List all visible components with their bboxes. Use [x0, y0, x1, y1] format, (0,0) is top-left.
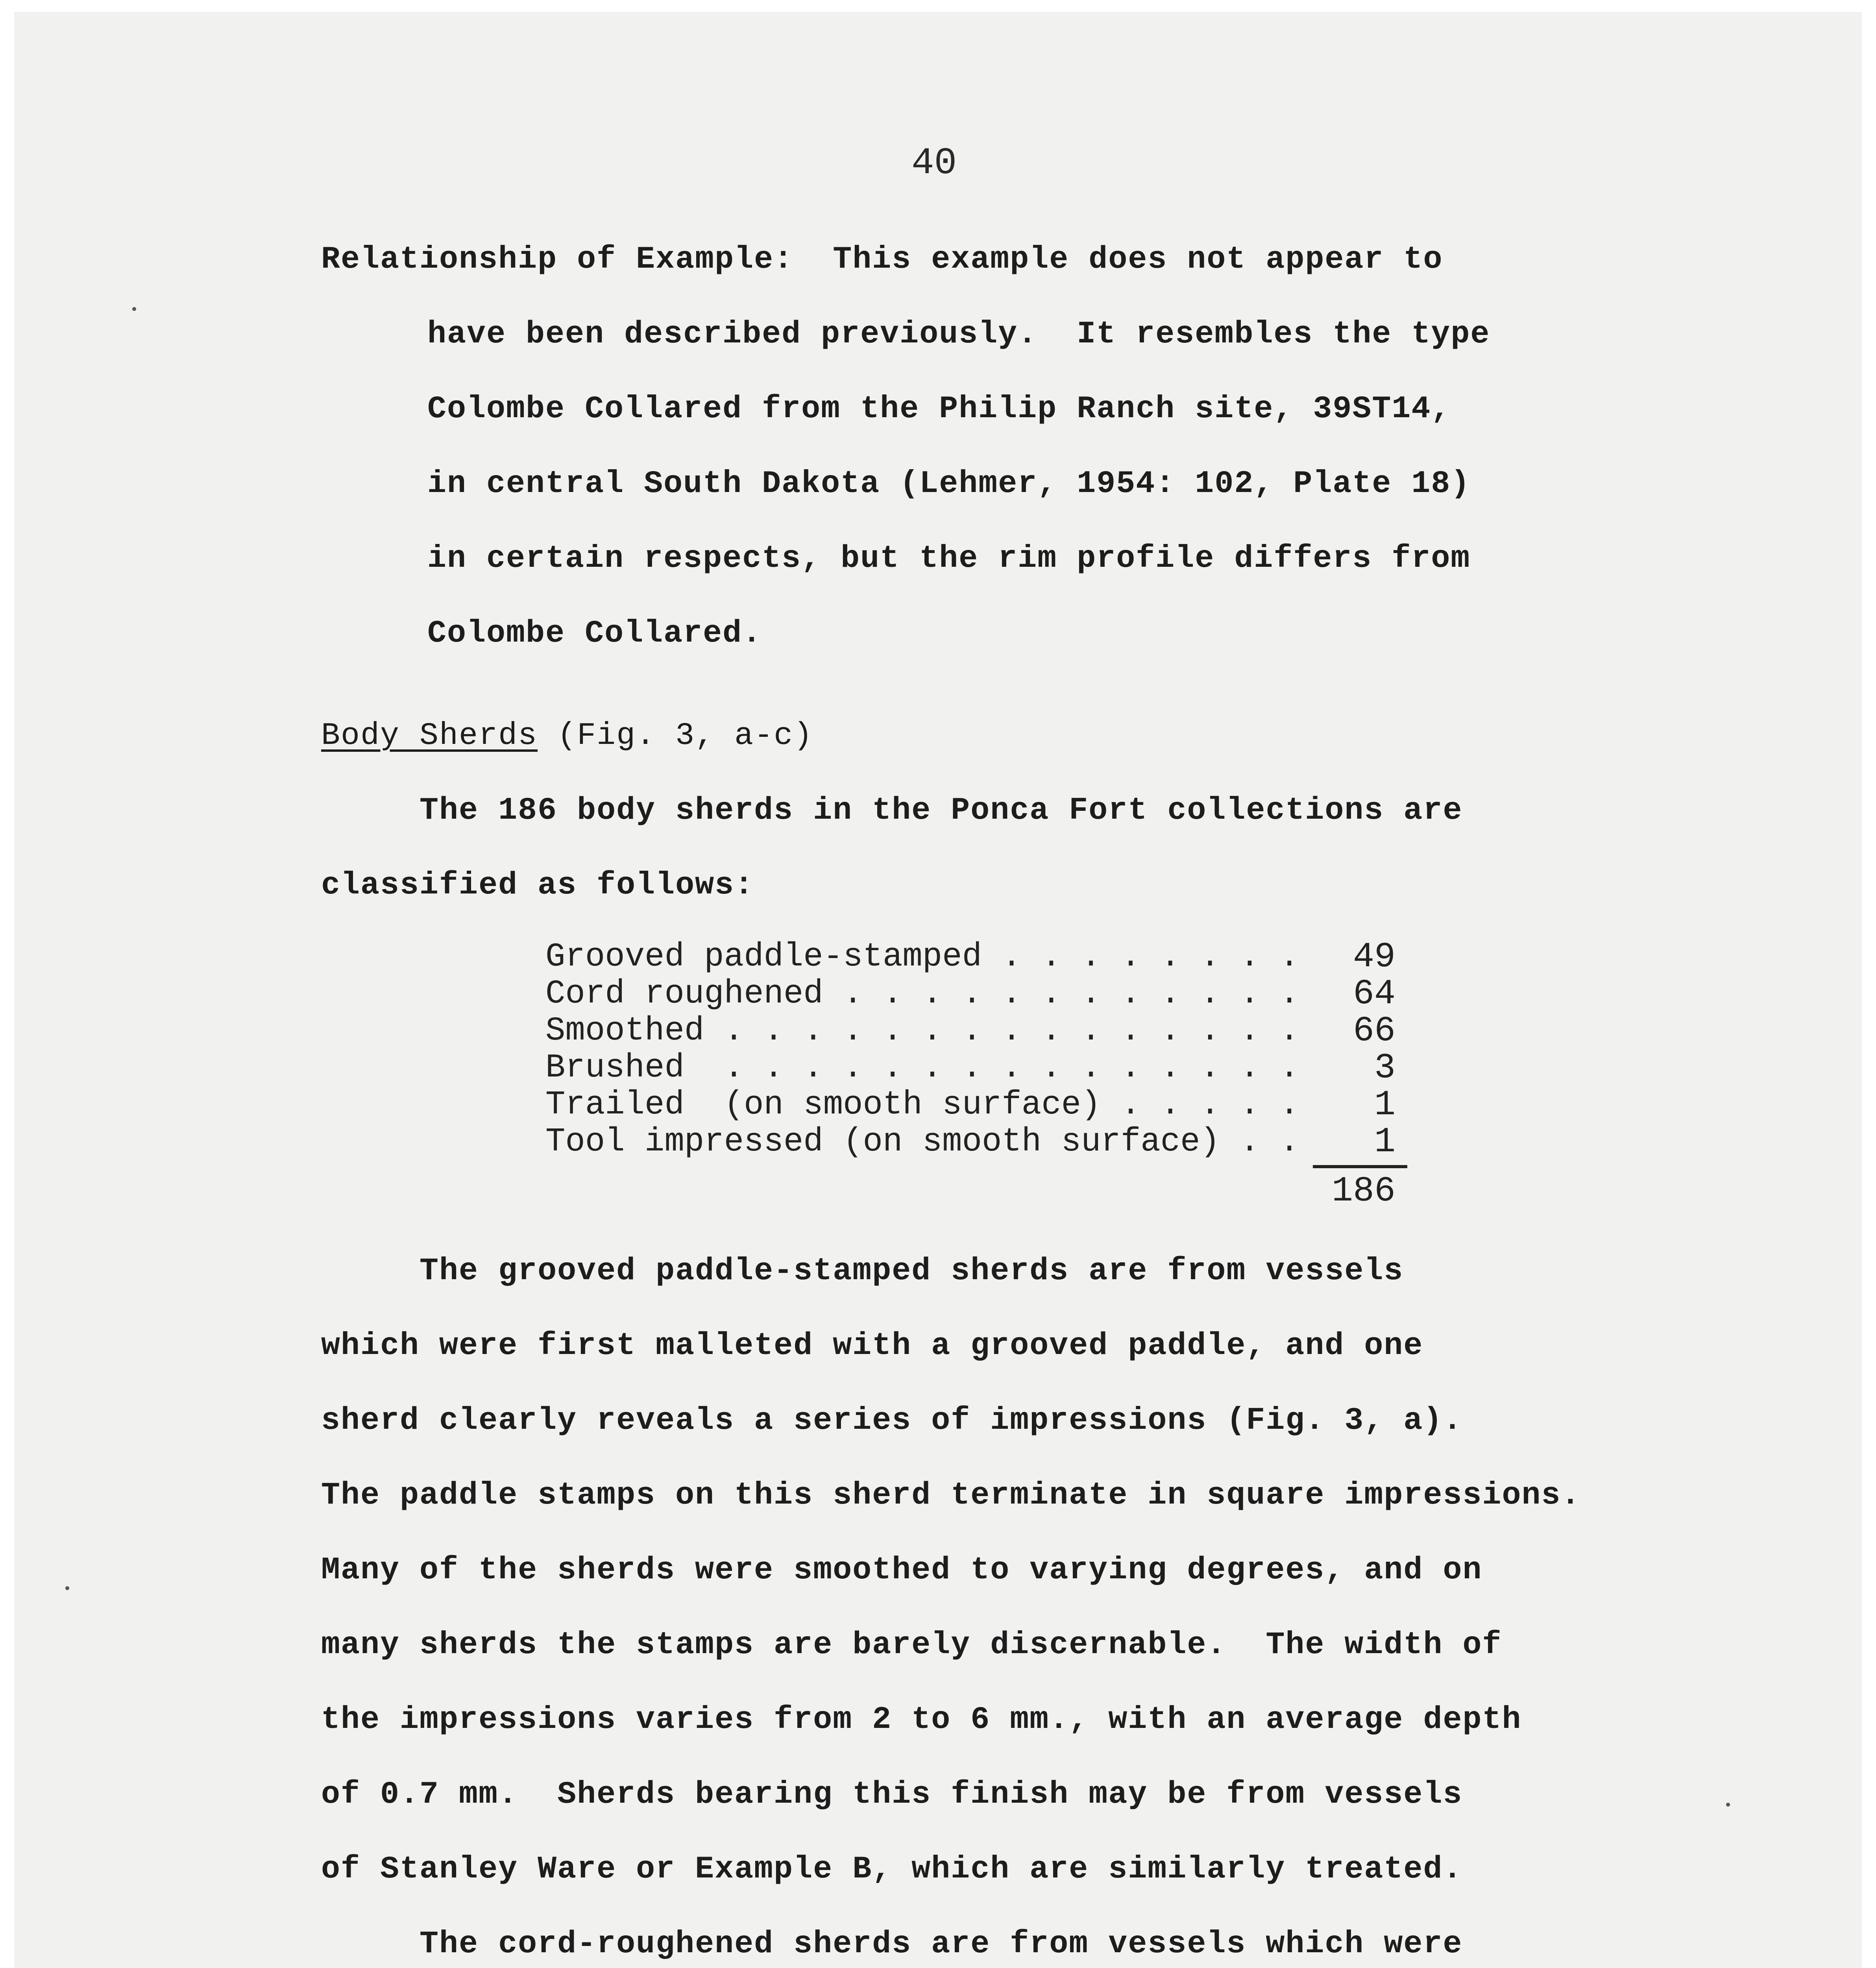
table-row-label: Cord roughened . . . . . . . . . . . . [545, 975, 1299, 1013]
table-row-label: Smoothed . . . . . . . . . . . . . . . [545, 1012, 1299, 1050]
table-row-count: 1 [1374, 1122, 1395, 1162]
page-number: 40 [911, 142, 957, 185]
text-line: the impressions varies from 2 to 6 mm., with an average depth [321, 1702, 1522, 1738]
table-row-label: Brushed . . . . . . . . . . . . . . . [545, 1049, 1299, 1087]
table-row-count: 3 [1374, 1048, 1395, 1088]
table-total: 186 [1331, 1171, 1395, 1212]
text-line: in certain respects, but the rim profile differs from [427, 541, 1471, 577]
section-heading-title: Body Sherds [321, 718, 538, 754]
document-page [14, 12, 1862, 1968]
text-line: many sherds the stamps are barely discernable. The width of [321, 1627, 1502, 1663]
text-line: which were first malleted with a grooved paddle, and one [321, 1328, 1423, 1364]
table-row-count: 1 [1374, 1085, 1395, 1125]
text-line: of Stanley Ware or Example B, which are similarly treated. [321, 1851, 1463, 1887]
table-row-count: 64 [1353, 974, 1395, 1014]
text-line: have been described previously. It resembles the type [427, 316, 1490, 352]
text-line: The 186 body sherds in the Ponca Fort collections are [321, 793, 1463, 829]
table-row-label: Tool impressed (on smooth surface) . . [545, 1123, 1299, 1161]
text-line: in central South Dakota (Lehmer, 1954: 102, Plate 18) [427, 466, 1471, 502]
section-heading-figure-ref: (Fig. 3, a-c) [538, 718, 813, 754]
text-line: sherd clearly reveals a series of impressions (Fig. 3, a). [321, 1403, 1463, 1439]
text-line: The cord-roughened sherds are from vessels which were [321, 1926, 1463, 1962]
table-row-count: 66 [1353, 1011, 1395, 1051]
table-row-count: 49 [1353, 937, 1395, 977]
text-line: classified as follows: [321, 867, 754, 903]
table-row-label: Trailed (on smooth surface) . . . . . [545, 1086, 1299, 1124]
scan-speck [1726, 1803, 1730, 1807]
text-line: The grooved paddle-stamped sherds are from vessels [321, 1253, 1404, 1289]
total-rule [1313, 1165, 1407, 1168]
text-line: The paddle stamps on this sherd terminate in square impressions. [321, 1478, 1581, 1513]
table-row-label: Grooved paddle-stamped . . . . . . . . [545, 938, 1299, 976]
scan-speck [65, 1586, 69, 1590]
text-line: Colombe Collared. [427, 616, 762, 651]
text-line: of 0.7 mm. Sherds bearing this finish may be from vessels [321, 1777, 1463, 1813]
section-heading [321, 716, 813, 756]
text-line: Relationship of Example: This example does not appear to [321, 242, 1443, 277]
text-line: Many of the sherds were smoothed to varying degrees, and on [321, 1552, 1482, 1588]
scan-speck [132, 307, 136, 311]
text-line: Colombe Collared from the Philip Ranch site, 39ST14, [427, 391, 1451, 427]
